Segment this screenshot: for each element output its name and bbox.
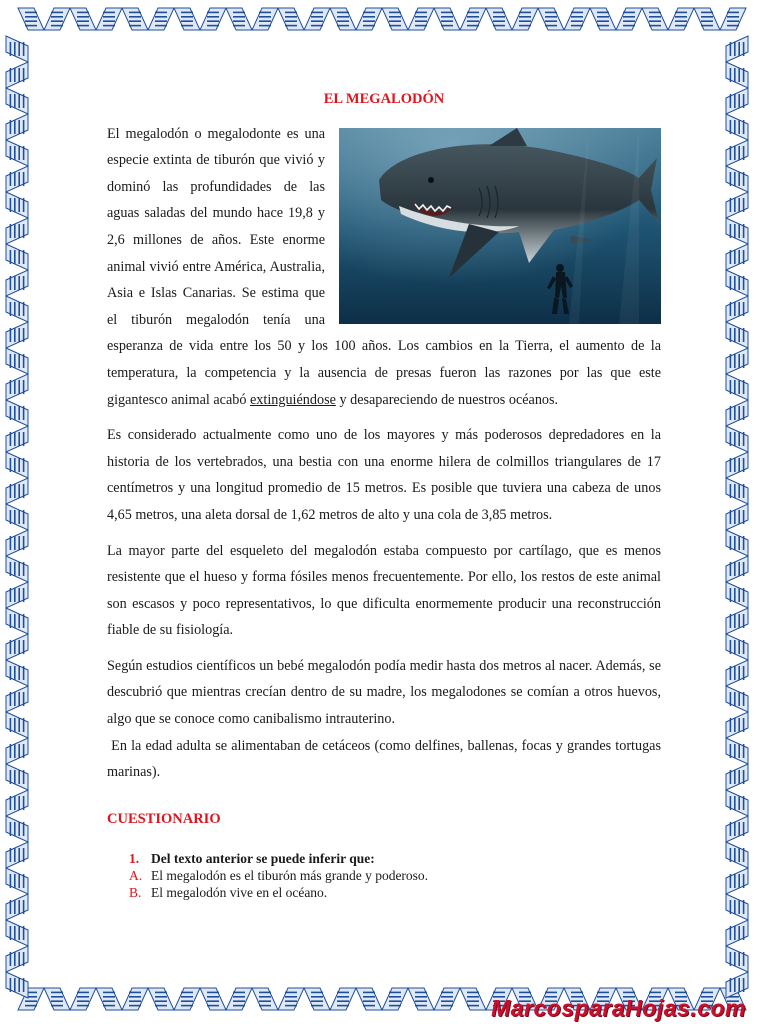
border-tile (330, 988, 356, 1010)
border-tile (726, 634, 748, 660)
border-tile (226, 8, 252, 30)
border-tile (6, 816, 28, 842)
border-tile (726, 62, 748, 88)
border-tile (148, 988, 174, 1010)
border-tile (726, 582, 748, 608)
document-body (107, 86, 665, 901)
border-tile (6, 842, 28, 868)
border-tile (538, 8, 564, 30)
border-tile (720, 8, 746, 30)
question-marker: 1. (129, 851, 140, 867)
border-tile (6, 88, 28, 114)
border-tile (6, 556, 28, 582)
option-a (129, 867, 661, 884)
paragraph-1-text-start: El megalodón o megalodonte es una especie extinta de tiburón que vivió y dominó las profundidades de las aguas saladas del mundo hace 19,8 y 2,6 millones de años. Este enorme animal vivió entre América, Australia, Asia e Islas Canarias. Se estima que el tiburón megalodón tenía una esperanza de vida entre los 50 y los 100 años. Los cambios en la Tierra, el aumento de la temperatura, la competencia y la ausencia de presas fueron las razones por las que este gigantesco animal acabó (107, 125, 661, 408)
border-tile (6, 322, 28, 348)
border-tile (252, 8, 278, 30)
border-tile (252, 988, 278, 1010)
border-tile (6, 348, 28, 374)
underlined-word: extinguiéndose (250, 391, 336, 408)
border-tile (616, 8, 642, 30)
border-tile (668, 8, 694, 30)
border-tile (6, 530, 28, 556)
border-tile (460, 8, 486, 30)
border-tile (726, 556, 748, 582)
questionnaire (129, 850, 661, 901)
border-tile (304, 988, 330, 1010)
border-tile (200, 8, 226, 30)
paragraph-3: La mayor parte del esqueleto del megalodón estaba compuesto por cartílago, que es menos resistente que el hueso y forma fósiles menos frecuentemente. Por ello, los restos de este animal son escasos y poco representativos, lo que dificulta enormemente producir una reconstrucción fiable de su fisiología. (107, 542, 661, 639)
border-tile (6, 712, 28, 738)
border-tile (726, 816, 748, 842)
border-tile (6, 478, 28, 504)
border-tile (200, 988, 226, 1010)
border-tile (6, 660, 28, 686)
border-tile (18, 8, 44, 30)
border-tile (726, 764, 748, 790)
border-tile (726, 894, 748, 920)
border-tile (726, 686, 748, 712)
border-tile (726, 192, 748, 218)
border-tile (70, 988, 96, 1010)
border-tile (408, 8, 434, 30)
border-tile (726, 88, 748, 114)
border-tile (226, 988, 252, 1010)
border-tile (6, 140, 28, 166)
border-tile (6, 296, 28, 322)
border-tile (96, 8, 122, 30)
border-tile (726, 660, 748, 686)
section-title: CUESTIONARIO (107, 810, 221, 827)
border-tile (356, 988, 382, 1010)
option-b (129, 884, 661, 901)
border-tile (6, 270, 28, 296)
watermark-logo: MarcosparaHojas.com (491, 995, 746, 1021)
border-tile (278, 8, 304, 30)
border-tile (726, 296, 748, 322)
border-tile (726, 322, 748, 348)
border-tile (6, 218, 28, 244)
border-tile (278, 988, 304, 1010)
border-tile (6, 374, 28, 400)
border-tile (460, 988, 486, 1010)
border-tile (726, 712, 748, 738)
option-marker: A. (129, 868, 143, 884)
paragraph-5: En la edad adulta se alimentaban de cetáceos (como delfines, ballenas, focas y grandes tortugas marinas). (107, 737, 665, 781)
border-tile (6, 452, 28, 478)
border-tile (6, 764, 28, 790)
border-tile (726, 504, 748, 530)
border-tile (6, 608, 28, 634)
border-tile (44, 8, 70, 30)
border-tile (122, 988, 148, 1010)
border-tile (330, 8, 356, 30)
border-tile (726, 842, 748, 868)
border-tile (6, 62, 28, 88)
border-tile (726, 946, 748, 972)
border-tile (726, 608, 748, 634)
border-tile (6, 36, 28, 62)
megalodon-illustration (339, 128, 661, 324)
border-tile (726, 114, 748, 140)
border-tile (512, 8, 538, 30)
paragraph-4: Según estudios científicos un bebé megalodón podía medir hasta dos metros al nacer. Además, se descubrió que mientras crecían dentro de su madre, los megalodones se comían a otros huevos, algo que se conoce como canibalismo intrauterino. (107, 657, 661, 728)
border-tile (434, 988, 460, 1010)
border-tile (6, 426, 28, 452)
border-tile (694, 8, 720, 30)
border-tile (6, 790, 28, 816)
border-tile (148, 8, 174, 30)
paragraph-2: Es considerado actualmente como uno de los mayores y más poderosos depredadores en la historia de los vertebrados, una bestia con una enorme hilera de colmillos triangulares de 17 centímetros y una longitud promedio de 15 metros. Es posible que tuviera una cabeza de unos 4,65 metros, una aleta dorsal de 1,62 metros de alto y una cola de 3,85 metros. (107, 427, 661, 523)
border-tile (174, 988, 200, 1010)
border-tile (122, 8, 148, 30)
border-tile (6, 244, 28, 270)
question-1 (129, 850, 661, 867)
border-tile (726, 478, 748, 504)
border-tile (726, 166, 748, 192)
border-tile (6, 920, 28, 946)
border-tile (726, 244, 748, 270)
border-tile (726, 400, 748, 426)
border-tile (726, 426, 748, 452)
border-tile (726, 218, 748, 244)
option-text: El megalodón es el tiburón más grande y poderoso. (151, 868, 429, 884)
border-tile (6, 972, 28, 998)
border-tile (726, 36, 748, 62)
border-tile (486, 8, 512, 30)
border-tile (726, 270, 748, 296)
border-tile (726, 738, 748, 764)
border-tile (6, 166, 28, 192)
border-tile (434, 8, 460, 30)
border-tile (382, 988, 408, 1010)
question-text: Del texto anterior se puede inferir que: (151, 851, 375, 867)
border-tile (6, 738, 28, 764)
border-tile (564, 8, 590, 30)
border-tile (726, 790, 748, 816)
border-tile (6, 894, 28, 920)
option-text: El megalodón vive en el océano. (151, 885, 328, 901)
paragraph-1 (107, 121, 661, 414)
border-tile (6, 114, 28, 140)
border-tile (6, 868, 28, 894)
border-tile (642, 8, 668, 30)
border-tile (6, 504, 28, 530)
border-tile (356, 8, 382, 30)
border-tile (726, 868, 748, 894)
border-tile (6, 400, 28, 426)
border-tile (70, 8, 96, 30)
border-tile (408, 988, 434, 1010)
border-tile (590, 8, 616, 30)
border-tile (726, 348, 748, 374)
border-tile (726, 530, 748, 556)
paragraph-1-text-end: y desapareciendo de nuestros océanos. (335, 391, 559, 408)
border-tile (726, 452, 748, 478)
border-tile (6, 946, 28, 972)
border-tile (6, 686, 28, 712)
border-tile (44, 988, 70, 1010)
border-tile (96, 988, 122, 1010)
border-tile (726, 374, 748, 400)
border-tile (726, 920, 748, 946)
border-tile (726, 140, 748, 166)
shark-image-icon (339, 128, 661, 324)
border-tile (174, 8, 200, 30)
document-title: EL MEGALODÓN (323, 91, 445, 107)
option-marker: B. (129, 885, 142, 901)
border-tile (6, 192, 28, 218)
border-tile (304, 8, 330, 30)
border-tile (6, 582, 28, 608)
border-tile (6, 634, 28, 660)
border-tile (382, 8, 408, 30)
